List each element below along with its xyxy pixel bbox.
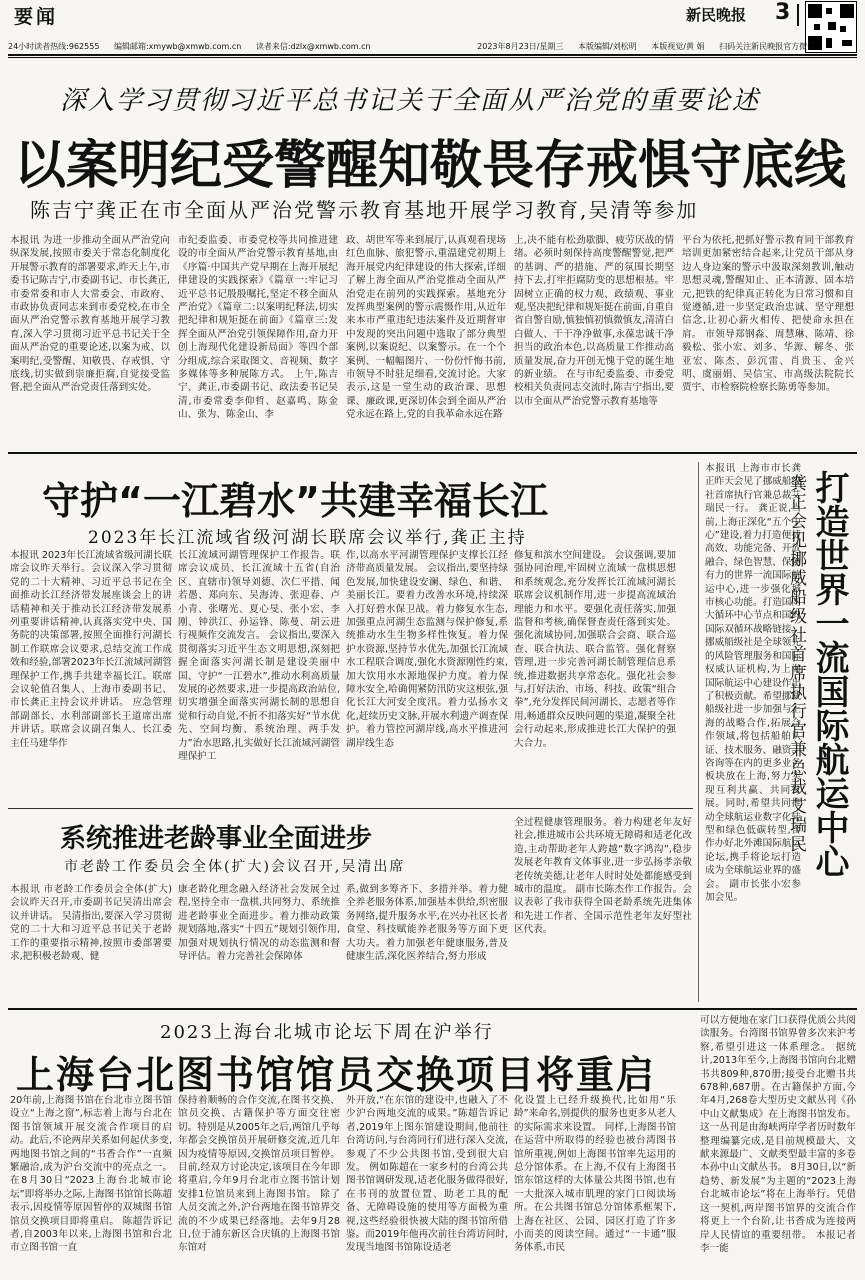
story5-headline: 上海台北图书馆馆员交换项目将重启 xyxy=(16,1052,657,1097)
page-separator xyxy=(797,4,799,26)
issue-date: 2023年8月23日/星期三 xyxy=(477,42,564,51)
section-tag: 要闻 xyxy=(14,6,59,28)
story5-col-2: 保持着顺畅的合作交流,在图书交换、馆员交换、古籍保护等方面交往密切。特别是从2005年之后,两馆几乎每年都会交换馆员开展研修交流,近几年因为疫情等原因,交换馆员项目暂停。目前,经双方讨论决定,该项目在今年即将重启,今年9月台北市立图书馆计划安排1位馆员来到上海图书馆。 除了人员交流之外,沪台两地在图书馆界交流的不少成果已经落地。去年9月28日,位于浦东新区合庆镇的上海图书馆东馆对 xyxy=(178,1095,340,1254)
hotline: 24小时读者热线:962555 xyxy=(8,42,100,51)
story5-col-4: 化设置上已经升级换代,比如用“乐龄”来命名,别提供的服务也更多从老人的实际需求来设置。 同样,上海图书馆在运营中所取得的经验也被台湾图书馆所重视,例如上海图书馆率先运用的总分馆体系。在上海,不仅有上海图书馆东馆这样的大体量公共图书馆,也有一大批深入城市肌理的家门口阅读场所。在公共图书馆总分馆体系框架下,上海在社区、公园、园区打造了许多小而美的阅读空间。通过“一卡通”服务体系,市民 xyxy=(514,1095,676,1254)
story1-col-3: 政、胡世军等来到展厅,认真观看现场红色血脉、旅犯警示,重温建党初期上海开展党内纪律建设的伟大探索,详细了解上海全面从严治党推动全面从严治党走在前列的实践探索。基地充分发挥典型案例的警示震慑作用,从近年来本市严重违纪违法案件及近期督审中发现的突出问题中选取了部分典型案例,以案说纪、以案警示。在一个个案例、一幅幅图片、一份份忏悔书前,市领导不时驻足细看,交流讨论。大家表示,这是一堂生动的政治课、思想课、廉政课,更深切体会到全面从严治党永远在路上,党的自我革命永远在路 xyxy=(346,235,506,421)
story1-bottom-rule xyxy=(8,452,857,454)
story4-col-4: 全过程健康管理服务。着力构建老年友好社会,推进城市公共环境无障碍和适老化改造,主动帮助老年人跨越“数字鸿沟”,稳步发展老年教育文体事业,进一步弘扬孝亲敬老传统美德,让老年人时时处处都能感受到城市的温度。 副市长陈杰作工作报告。会议表彰了我市获得全国老龄系统先进集体和先进工作者、全国示范性老年友好型社区代表。 xyxy=(514,817,692,936)
newspaper-brand: 新民晚报 xyxy=(686,6,747,24)
masthead-rule xyxy=(8,54,857,56)
story1-col-1: 本报讯 为进一步推动全面从严治党向纵深发展,按照市委关于常态化制度化开展警示教育的部署要求,昨天上午,市委书记陈吉宁,市委副书记、市长龚正,市委常委和市人大常委会、市政府、市政协负责同志来到市委党校,在市全面从严治党警示教育基地开展学习教育,深入学习贯彻习近平总书记关于全面从严治党的重要论述,以案为戒、以案明纪,受警醒、知敬畏、存戒惧、守底线,切实做到崇廉拒腐,自觉接受监督,把全面从严治党责任落到实处。 xyxy=(10,235,170,394)
story2-col-1: 本报讯 2023年长江流域省级河湖长联席会议昨天举行。会议深入学习贯彻党的二十大精神、习近平总书记在全面推动长江经济带发展座谈会上的讲话精神和关于推动长江经济带发展系列重要讲话精神,认真落实党中央、国务院的决策部署,按照全面推行河湖长制工作联席会议要求,总结交流工作成效和经验,部署2023年长江流域河湖管理保护工作,携手共建幸福长江。联席会议轮值召集人、上海市委副书记、市长龚正主持会议并讲话。 应急管理部副部长、水利部副部长王道席出席并讲话。联席会议副召集人、长江委主任马建华作 xyxy=(10,550,172,749)
story1-col-4: 上,决不能有松劲歇脚、疲劳厌战的情绪。必须时刻保持高度警醒警觉,把严的基调、严的措施、严的氛围长期坚持下去,打牢拒腐防变的思想根基。牢固树立正确的权力观、政绩观、事业观,坚决把纪律和规矩挺在前面,自重自省自警自励,慎独慎初慎微慎友,清清白白做人、干干净净做事,永葆忠诚干净担当的政治本色,以高质量工作推动高质量发展,奋力开创无愧于党的诞生地的新业绩。 在与市纪委监委、市委党校相关负责同志交流时,陈吉宁指出,要以市全面从严治党警示教育基地等 xyxy=(514,235,674,407)
story5-col-5: 可以方便地在家门口获得优质公共阅读服务。台湾图书馆界曾多次来沪考察,希望引进这一体系理念。 据统计,2013年至今,上海图书馆向台北赠书共809种,870册;接受台北赠书共678种,687册。在古籍保护方面,今年4月,268卷大型历史文献丛刊《孙中山文献集成》在上海图书馆发布。这一丛刊是由海峡两岸学者历时数年整理编纂完成,是目前规模最大、文献来源最广、文献类型最丰富的多卷本孙中山文献丛书。 8月30日,以“新趋势、新发展”为主题的“2023上海台北城市论坛”将在上海举行。凭借这一契机,两岸图书馆界的交流合作将更上一个台阶,让书香成为连接两岸人民情谊的重要纽带。 本报记者 李一能 xyxy=(700,1015,856,1254)
story4-headline: 系统推进老龄事业全面进步 xyxy=(60,824,373,854)
story5-col-1: 20年前,上海图书馆在台北市立图书馆设立“上海之窗”,标志着上海与台北在图书馆领域开展交流合作项目的启动。此后,不论两岸关系如何起伏多变,两地图书馆之间的“书香合作”一直频繁融洽,成为沪台交流中的亮点之一。在8月30日“2023上海台北城市论坛”即将举办之际,上海图书馆馆长陈超表示,因疫情等原因暂停的双城图书馆馆员交换项目即将重启。 陈超告诉记者,自2003年以来,上海图书馆和台北市立图书馆一直 xyxy=(10,1095,172,1254)
page-number: 3 xyxy=(775,0,791,25)
story3-subhead: 龚正会见挪威船级社首席执行官兼总裁艾瑞民 xyxy=(786,474,806,854)
story3-divider xyxy=(698,462,699,1002)
story2-col-4: 修复和滨水空间建设。 会议强调,要加强协同治理,牢固树立流域一盘棋思想和系统观念,充分发挥长江流域河湖长联席会议机制作用,进一步提高流域治理能力和水平。要强化责任落实,加强监督和考核,确保督查责任落到实处。强化流域协同,加强联合会商、联合巡查、联合执法、联合监管。强化督察管理,进一步完善河湖长制管理信息系统,推进数据共享常态化。强化社会参与,打好法治、市场、科技、政策“组合拳”,充分发挥民间河湖长、志愿者等作用,畅通群众反映问题的渠道,凝聚全社会行动起来,形成推进长江大保护的强大合力。 xyxy=(514,550,676,749)
story4-col-3: 系,做到多筹齐下、多措并举。着力健全养老服务体系,加强基本供给,织密服务网络,提升服务水平,在兴办社区长者食堂、科技赋能养老服务等方面下更大功夫。着力加强老年健康服务,普及健康生活,深化医养结合,努力形成 xyxy=(346,884,508,963)
story3-body: 本报讯 上海市市长龚正昨天会见了挪威船级社首席执行官兼总裁艾瑞民一行。 龚正说,当前,上海正深化“五个中心”建设,着力打造便捷高效、功能完备、开放融合、绿色智慧、保障有力的世界一流国际航运中心,进一步强化城市核心功能。打造国内大循环中心节点和国内国际双循环战略链接。挪威船级社是全球领先的风险管理服务和国际权威认证机构,为上海国际航运中心建设作出了积极贡献。希望挪威船级社进一步加强与上海的战略合作,拓展合作领域,将包括船舶认证、技术服务、融资、咨询等在内的更多业务板块放在上海,努力实现互利共赢、共同发展。同时,希望共同推动全球航运业数字化转型和绿色低碳转型,合作办好北外滩国际航运论坛,携手将论坛打造成为全球航运业界的盛会。 副市长张小宏参加会见。 xyxy=(705,463,801,903)
story4-bottom-rule xyxy=(8,1008,857,1010)
scan-hint: 扫码关注新民晚报官方微信 xyxy=(719,42,816,51)
editor-mail[interactable]: 编辑邮箱:xmywb@xmwb.com.cn xyxy=(113,42,242,51)
story2-col-3: 作,以高水平河湖管理保护支撑长江经济带高质量发展。 会议指出,要坚持绿色发展,加快建设安澜、绿色、和谐、美丽长江。要着力改善水环境,持续深入打好碧水保卫战。着力修复水生态,加强重点河湖生态监测与保护修复,系统推动水生生物多样性恢复。着力保护水资源,坚持节水优先,加强长江流域水工程联合调度,强化水资源刚性约束,加大饮用水水源地保护力度。着力保障水安全,哈确佣紧防汛防灾这根弦,强化长江大河安全度汛。着力弘扬水文化,赶续历史文脉,开展水利遗产调查保护。着力管控河湖岸线,高水平推进河湖岸线生态 xyxy=(346,550,508,749)
info-bar xyxy=(8,41,816,52)
story3-headline: 打造世界一流国际航运中心 xyxy=(809,470,849,878)
reader-mail[interactable]: 读者来信:dzlx@xmwb.com.cn xyxy=(255,42,371,51)
page-editor: 本版编辑/刘松明 xyxy=(578,42,637,51)
story1-subhead: 陈吉宁龚正在市全面从严治党警示教育基地开展学习教育,吴清等参加 xyxy=(30,198,699,222)
story4-col-1: 本报讯 市老龄工作委员会全体(扩大)会议昨天召开,市委副书记吴清出席会议并讲话。 吴清指出,要深入学习贯彻党的二十大和习近平总书记关于老龄工作的重要指示精神,按照市委部署要求,把积极老龄观、健 xyxy=(10,884,172,963)
story4-col-2: 康老龄化理念融入经济社会发展全过程,坚持全市一盘棋,共同努力、系统推进老龄事业全面进步。着力推动政策规划落地,落实“十四五”规划引领作用,加强对规划执行情况的动态监测和督导评估。着力完善社会保障体 xyxy=(178,884,340,963)
story1-col-5: 平台为依托,把抓好警示教育同干部教育培训更加紧密结合起来,让党员干部从身边人身边案的警示中汲取深刻教训,触动思想灵魂,警醒知止、正本清源、固本培元,把铁的纪律真正转化为日常习惯和自觉遵循,进一步坚定政治忠诚、坚守理想信念,让初心薪火相传、把使命永担在肩。 市领导郑钢淼、周慧琳、陈靖、徐毅松、张小宏、刘多、华源、解冬、张亚宏、陈杰、彭沉雷、肖贵玉、金兴明、虞丽娟、吴信宝、市高级法院院长贾宇、市检察院检察长陈勇等参加。 xyxy=(682,235,854,394)
story2-headline: 守护“一江碧水”共建幸福长江 xyxy=(42,479,548,523)
masthead-rule-thin xyxy=(8,57,857,58)
story2-bottom-rule xyxy=(8,808,693,809)
story1-kicker: 深入学习贯彻习近平总书记关于全面从严治党的重要论述 xyxy=(60,86,761,116)
story4-subhead: 市老龄工作委员会全体(扩大)会议召开,吴清出席 xyxy=(64,859,406,875)
story5-col-3: 外开放,“在东馆的建设中,也融入了不少沪台两地交流的成果。”陈超告诉记者,2019年上图东馆建设期间,他前往台湾访问,与台湾同行们进行深入交流,参观了不少公共图书馆,受到很大启发。 例如陈超在一家乡村的台湾公共图书馆调研发现,适老化服务做得很好,在书刊的放置位置、助老工具的配备、无障碍设施的使用等方面极为重视,这些经验很快被大陆的图书馆所借鉴。而2019年他再次前往台湾访问时,发现当地图书馆陈设适老 xyxy=(346,1095,508,1254)
story1-headline: 以案明纪受警醒知敬畏存戒惧守底线 xyxy=(14,136,847,196)
story2-col-2: 长江流域河湖管理保护工作报告。联席会议成员、长江流域十五省(自治区、直辖市)领导刘德、次仁平措、闻若愚、郑向东、吴海涛、张迎春、卢小青、张曙光、夏心旻、张小宏、李刚、钟洪江、孙运锋、陈曼、胡云进行视频作交流发言。 会议指出,要深入贯彻落实习近平生态文明思想,深刻把握全面落实河湖长制是建设美丽中国、守护“一江碧水”,推动水利高质量发展的必然要求,进一步提高政治站位,切实增强全面落实河湖长制的思想自觉和行动自觉,不折不扣落实好“节水优先、空间均衡、系统治理、两手发力”治水思路,扎实做好长江流域河湖管理保护工 xyxy=(178,550,340,763)
story5-kicker: 2023上海台北城市论坛下周在沪举行 xyxy=(160,1022,494,1043)
page-visual: 本版视觉/黄 娟 xyxy=(651,42,705,51)
story1-col-2: 市纪委监委、市委党校等共同推进建设的市全面从严治党警示教育基地,由《序篇·中国共产党早期在上海开展纪律建设的实践探索》《篇章一:牢记习近平总书记殷殷嘱托,坚定不移全面从严治党》《篇章二:以案明纪释法,切实把纪律和规矩挺在前面》《篇章三:发挥全面从严治党引领保障作用,奋力开创上海现代化建设新局面》等四个部分组成,综合采取图文、音视频、数字多媒体等多种展陈方式。 上午,陈吉宁、龚正,市委副书记、政法委书记吴清,市委常委李仰哲、赵嘉鸣、陈金山、张为、陈金山、李 xyxy=(178,235,338,421)
story2-subhead: 2023年长江流域省级河湖长联席会议举行,龚正主持 xyxy=(88,528,527,548)
